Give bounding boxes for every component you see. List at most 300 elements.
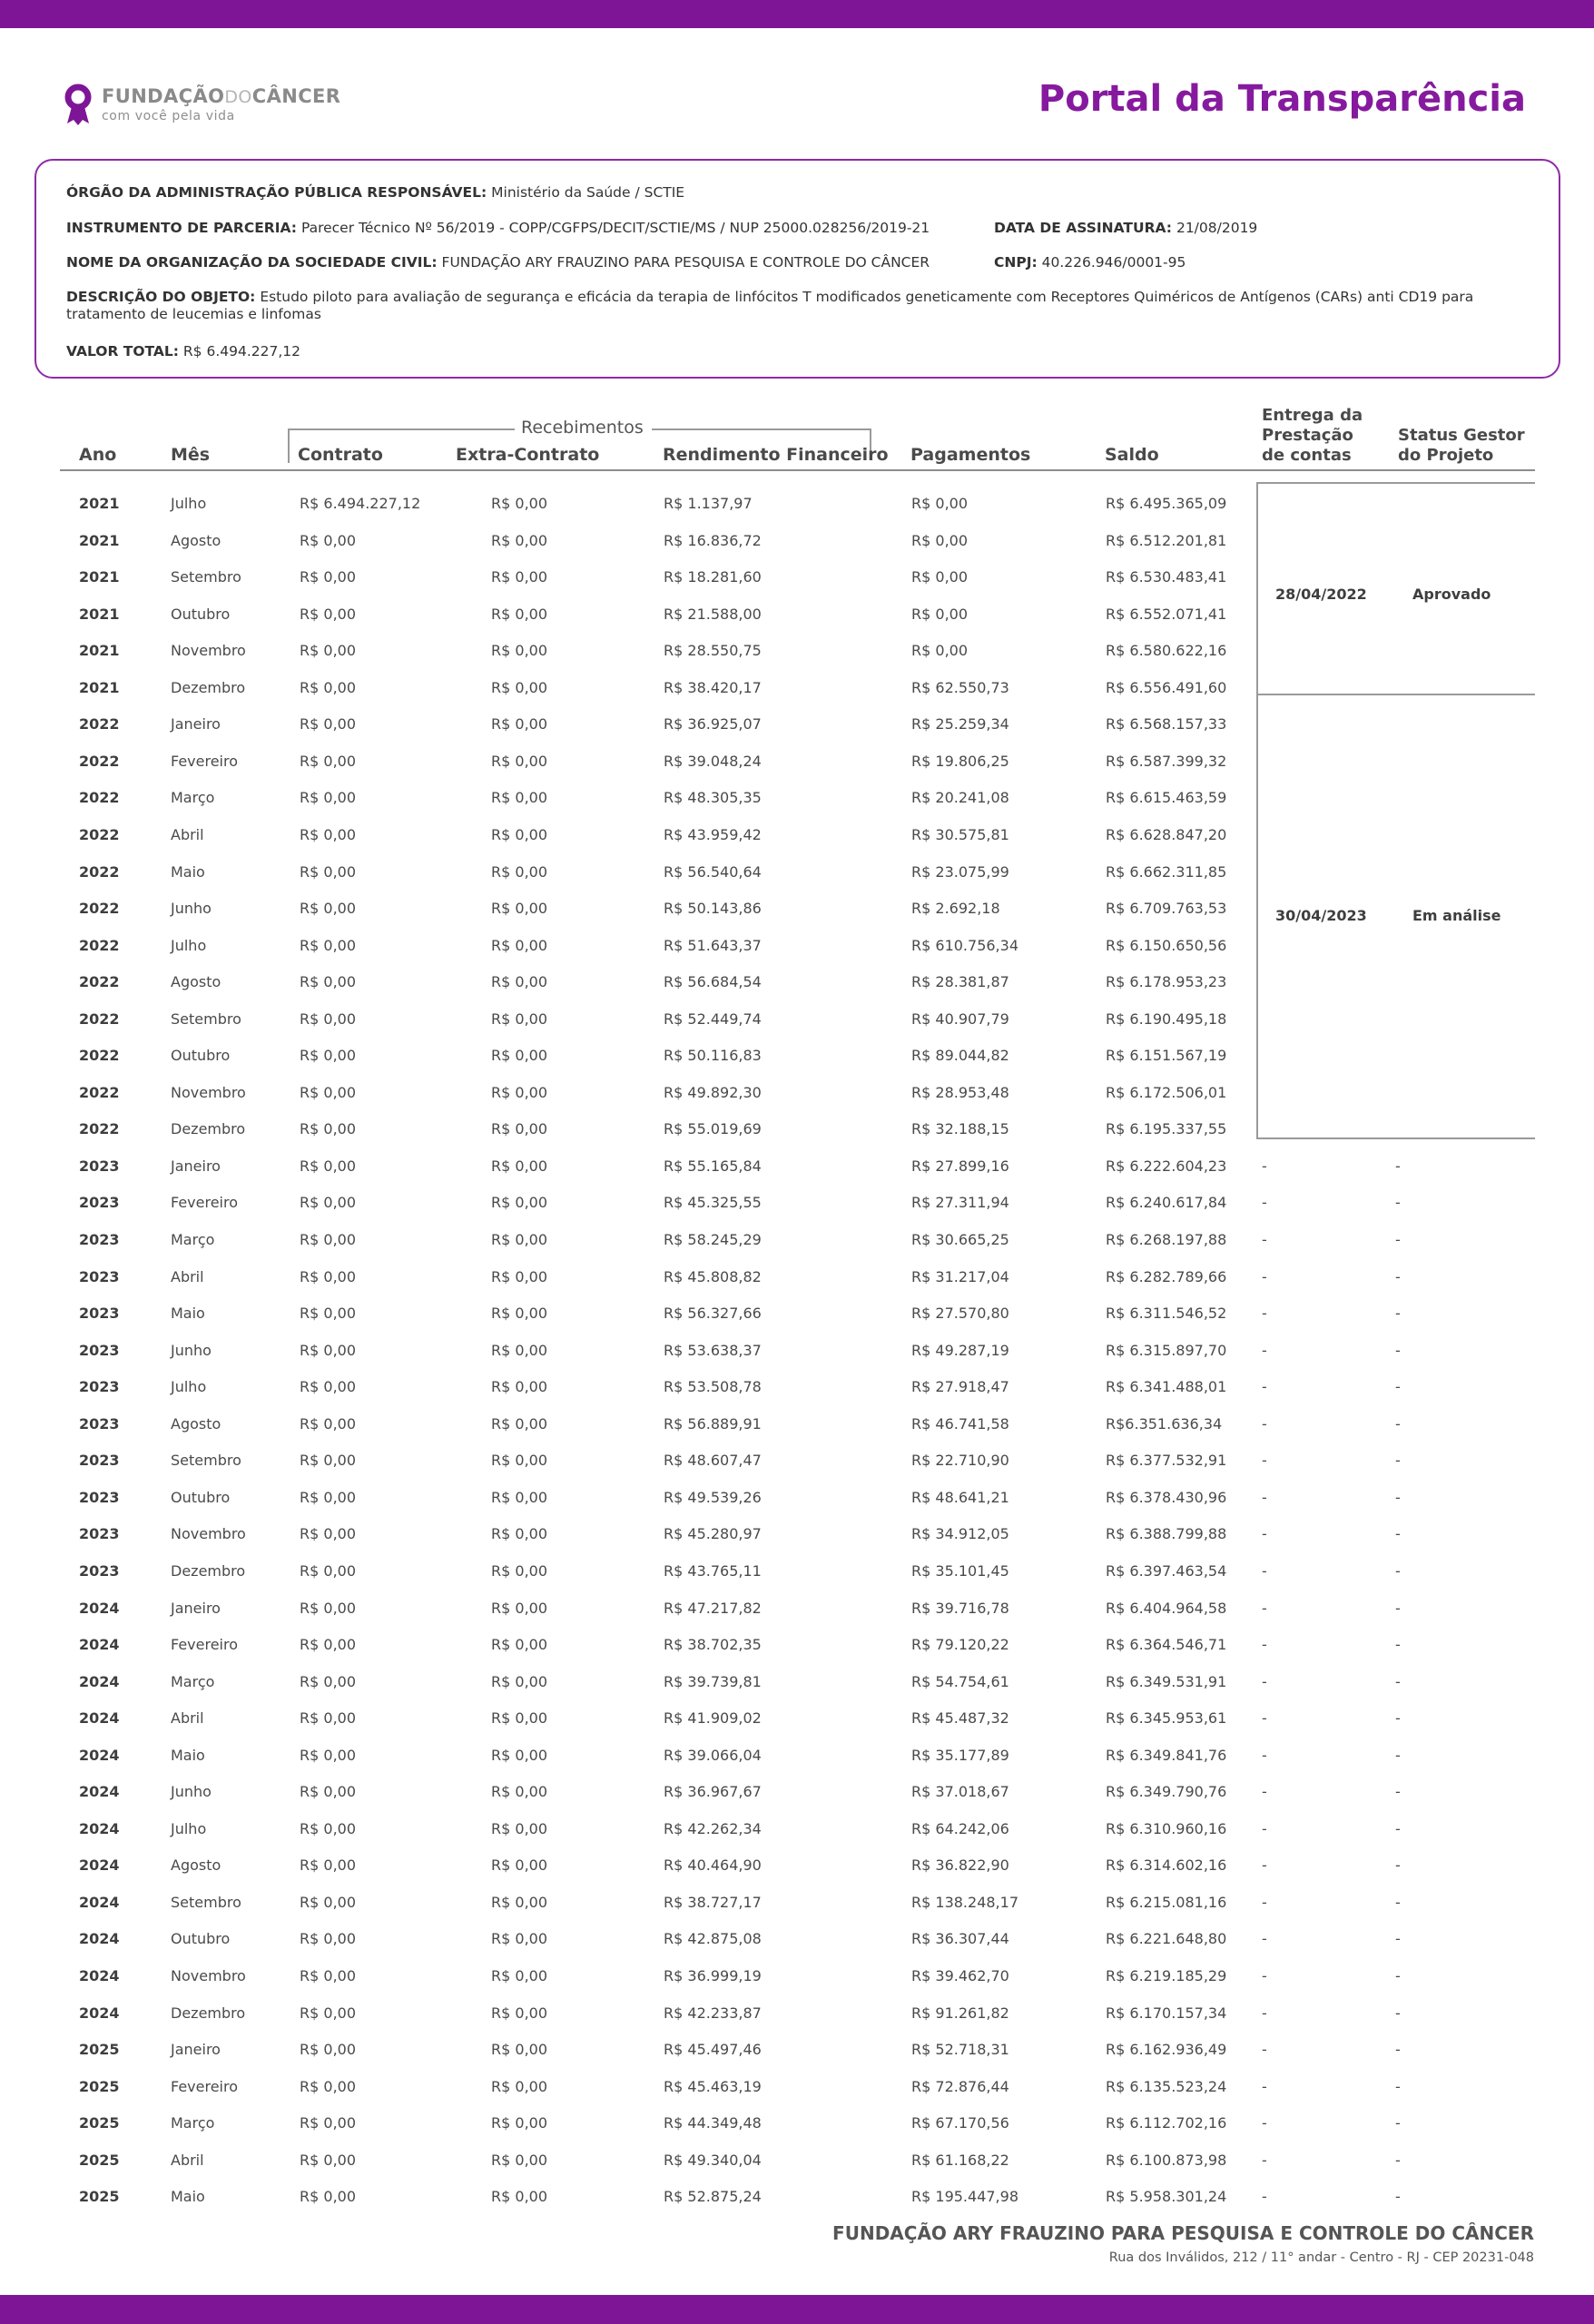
cell-status: - — [1395, 2041, 1401, 2059]
cell-saldo: R$ 6.388.799,88 — [1106, 1525, 1227, 1543]
cell-status: - — [1395, 1856, 1401, 1875]
cell-entrega: - — [1262, 1267, 1267, 1285]
cell-saldo: R$ 6.552.071,41 — [1106, 605, 1227, 623]
table-row — [0, 1967, 1594, 1989]
cell-pagamentos: R$ 20.241,08 — [911, 789, 1009, 807]
cell-extra-contrato: R$ 0,00 — [491, 1930, 548, 1948]
cell-status: - — [1395, 1746, 1401, 1764]
cell-pagamentos: R$ 27.918,47 — [911, 1378, 1009, 1396]
table-row — [0, 606, 1594, 627]
cell-saldo: R$ 6.151.567,19 — [1106, 1047, 1227, 1065]
info-organizacao — [66, 254, 930, 271]
header-extra-contrato: Extra-Contrato — [456, 445, 600, 465]
cell-ano: 2021 — [79, 531, 120, 549]
cell-ano: 2024 — [79, 1709, 120, 1728]
cell-ano: 2022 — [79, 900, 120, 917]
table-row — [0, 715, 1594, 737]
cell-mes: Abril — [171, 1709, 204, 1728]
cell-extra-contrato: R$ 0,00 — [491, 1120, 548, 1138]
cell-contrato: R$ 0,00 — [300, 678, 357, 696]
cell-ano: 2022 — [79, 936, 120, 954]
cell-ano: 2024 — [79, 1746, 120, 1764]
header-pagamentos: Pagamentos — [910, 445, 1031, 465]
cell-extra-contrato: R$ 0,00 — [491, 936, 548, 954]
cell-contrato: R$ 0,00 — [300, 1819, 357, 1837]
cell-entrega: - — [1262, 1746, 1267, 1764]
cell-extra-contrato: R$ 0,00 — [491, 531, 548, 549]
info-organizacao-value: FUNDAÇÃO ARY FRAUZINO PARA PESQUISA E CONTROLE DO CÂNCER — [441, 254, 930, 271]
cell-saldo: R$ 6.709.763,53 — [1106, 900, 1227, 917]
cell-contrato: R$ 0,00 — [300, 789, 357, 807]
table-row — [0, 753, 1594, 774]
cell-mes: Fevereiro — [171, 2077, 239, 2095]
table-row — [0, 2114, 1594, 2136]
cell-mes: Agosto — [171, 531, 221, 549]
cell-ano: 2023 — [79, 1561, 120, 1580]
cell-extra-contrato: R$ 0,00 — [491, 2188, 548, 2206]
cell-status: - — [1395, 1231, 1401, 1248]
table-row — [0, 1120, 1594, 1142]
cell-contrato: R$ 0,00 — [300, 1599, 357, 1617]
table-row — [0, 1084, 1594, 1106]
cell-mes: Setembro — [171, 1009, 241, 1028]
cell-status: - — [1395, 1819, 1401, 1837]
cell-entrega: - — [1262, 1893, 1267, 1911]
cell-contrato: R$ 0,00 — [300, 1672, 357, 1690]
cell-extra-contrato: R$ 0,00 — [491, 1194, 548, 1212]
cell-ano: 2024 — [79, 1636, 120, 1653]
cell-saldo: R$ 6.341.488,01 — [1106, 1378, 1227, 1396]
table-row — [0, 1562, 1594, 1584]
cell-rendimento: R$ 50.143,86 — [664, 900, 762, 917]
cell-contrato: R$ 0,00 — [300, 1525, 357, 1543]
cell-rendimento: R$ 45.808,82 — [664, 1267, 762, 1285]
cell-extra-contrato: R$ 0,00 — [491, 1967, 548, 1984]
cell-extra-contrato: R$ 0,00 — [491, 900, 548, 917]
cell-mes: Outubro — [171, 605, 231, 623]
recebimentos-bracket-left — [288, 428, 515, 430]
cell-extra-contrato: R$ 0,00 — [491, 605, 548, 623]
table-row — [0, 1378, 1594, 1400]
cell-contrato: R$ 0,00 — [300, 1378, 357, 1396]
cell-saldo: R$ 6.397.463,54 — [1106, 1561, 1227, 1580]
cell-mes: Junho — [171, 1341, 212, 1359]
cell-status: - — [1395, 1305, 1401, 1323]
info-instrumento-label: INSTRUMENTO DE PARCERIA: — [66, 220, 297, 236]
cell-saldo: R$ 6.615.463,59 — [1106, 789, 1227, 807]
recebimentos-bracket-right — [652, 428, 871, 430]
cell-extra-contrato: R$ 0,00 — [491, 1783, 548, 1801]
cell-rendimento: R$ 42.875,08 — [664, 1930, 762, 1948]
cell-entrega: - — [1262, 1525, 1267, 1543]
cell-pagamentos: R$ 19.806,25 — [911, 752, 1009, 770]
cell-ano: 2023 — [79, 1525, 120, 1543]
cell-ano: 2021 — [79, 605, 120, 623]
cell-ano: 2021 — [79, 678, 120, 696]
cell-ano: 2023 — [79, 1231, 120, 1248]
table-row — [0, 1636, 1594, 1658]
cell-contrato: R$ 0,00 — [300, 715, 357, 734]
brand-name — [102, 85, 340, 107]
cell-extra-contrato: R$ 0,00 — [491, 642, 548, 660]
table-row — [0, 900, 1594, 921]
cell-pagamentos: R$ 34.912,05 — [911, 1525, 1009, 1543]
cell-extra-contrato: R$ 0,00 — [491, 2151, 548, 2169]
cell-status: - — [1395, 2077, 1401, 2095]
cell-saldo: R$ 6.240.617,84 — [1106, 1194, 1227, 1212]
cell-entrega: - — [1262, 2041, 1267, 2059]
table-row — [0, 1342, 1594, 1364]
cell-extra-contrato: R$ 0,00 — [491, 2114, 548, 2132]
cell-mes: Outubro — [171, 1930, 231, 1948]
cell-rendimento: R$ 52.449,74 — [664, 1009, 762, 1028]
cell-pagamentos: R$ 62.550,73 — [911, 678, 1009, 696]
cell-saldo: R$ 6.568.157,33 — [1106, 715, 1227, 734]
footer-organization: FUNDAÇÃO ARY FRAUZINO PARA PESQUISA E CONTROLE DO CÂNCER — [832, 2222, 1534, 2244]
cell-extra-contrato: R$ 0,00 — [491, 1709, 548, 1728]
cell-saldo: R$ 6.222.604,23 — [1106, 1157, 1227, 1175]
cell-pagamentos: R$ 48.641,21 — [911, 1488, 1009, 1506]
cell-entrega: - — [1262, 1341, 1267, 1359]
cell-saldo: R$ 6.170.157,34 — [1106, 2004, 1227, 2022]
cell-mes: Novembro — [171, 1967, 246, 1984]
cell-contrato: R$ 0,00 — [300, 1746, 357, 1764]
cell-mes: Maio — [171, 1746, 205, 1764]
cell-ano: 2023 — [79, 1341, 120, 1359]
cell-rendimento: R$ 21.588,00 — [664, 605, 762, 623]
cell-ano: 2025 — [79, 2041, 120, 2059]
info-orgao-value: Ministério da Saúde / SCTIE — [491, 184, 685, 201]
cell-mes: Novembro — [171, 1083, 246, 1101]
cell-extra-contrato: R$ 0,00 — [491, 715, 548, 734]
cell-saldo: R$ 6.112.702,16 — [1106, 2114, 1227, 2132]
cell-rendimento: R$ 53.508,78 — [664, 1378, 762, 1396]
status-column-top-line — [1256, 482, 1535, 484]
cell-entrega: - — [1262, 1672, 1267, 1690]
cell-mes: Setembro — [171, 1893, 241, 1911]
cell-ano: 2023 — [79, 1414, 120, 1433]
cell-entrega: - — [1262, 1636, 1267, 1653]
cell-contrato: R$ 0,00 — [300, 1967, 357, 1984]
cell-pagamentos: R$ 91.261,82 — [911, 2004, 1009, 2022]
cell-entrega: - — [1262, 1783, 1267, 1801]
cell-extra-contrato: R$ 0,00 — [491, 789, 548, 807]
cell-extra-contrato: R$ 0,00 — [491, 1157, 548, 1175]
cell-contrato: R$ 0,00 — [300, 1009, 357, 1028]
cell-mes: Março — [171, 1231, 215, 1248]
info-orgao — [66, 184, 684, 202]
cell-pagamentos: R$ 79.120,22 — [911, 1636, 1009, 1653]
cell-entrega: - — [1262, 1414, 1267, 1433]
cell-rendimento: R$ 56.327,66 — [664, 1305, 762, 1323]
cell-ano: 2025 — [79, 2151, 120, 2169]
cell-rendimento: R$ 52.875,24 — [664, 2188, 762, 2206]
cell-saldo: R$ 6.315.897,70 — [1106, 1341, 1227, 1359]
cell-rendimento: R$ 41.909,02 — [664, 1709, 762, 1728]
cell-status: - — [1395, 1525, 1401, 1543]
cell-mes: Novembro — [171, 1525, 246, 1543]
table-row — [0, 532, 1594, 554]
cell-entrega: - — [1262, 1194, 1267, 1212]
table-row — [0, 495, 1594, 517]
cell-status: - — [1395, 1561, 1401, 1580]
header-saldo: Saldo — [1105, 445, 1159, 465]
cell-mes: Março — [171, 1672, 215, 1690]
cell-saldo: R$6.351.636,34 — [1106, 1414, 1223, 1433]
cell-ano: 2024 — [79, 2004, 120, 2022]
cell-rendimento: R$ 49.539,26 — [664, 1488, 762, 1506]
cell-extra-contrato: R$ 0,00 — [491, 1047, 548, 1065]
cell-contrato: R$ 0,00 — [300, 862, 357, 881]
cell-mes: Dezembro — [171, 2004, 246, 2022]
cell-rendimento: R$ 36.999,19 — [664, 1967, 762, 1984]
cell-mes: Dezembro — [171, 1561, 246, 1580]
info-orgao-label: ÓRGÃO DA ADMINISTRAÇÃO PÚBLICA RESPONSÁVEL: — [66, 184, 487, 201]
table-row — [0, 1709, 1594, 1731]
cell-saldo: R$ 6.345.953,61 — [1106, 1709, 1227, 1728]
cell-contrato: R$ 0,00 — [300, 2077, 357, 2095]
cell-saldo: R$ 6.310.960,16 — [1106, 1819, 1227, 1837]
cell-mes: Dezembro — [171, 1120, 246, 1138]
cell-saldo: R$ 6.268.197,88 — [1106, 1231, 1227, 1248]
cell-contrato: R$ 0,00 — [300, 605, 357, 623]
cell-extra-contrato: R$ 0,00 — [491, 1672, 548, 1690]
top-accent-bar — [0, 0, 1594, 28]
cell-ano: 2022 — [79, 973, 120, 991]
info-descricao — [66, 289, 1537, 323]
cell-ano: 2023 — [79, 1452, 120, 1470]
cell-pagamentos: R$ 610.756,34 — [911, 936, 1018, 954]
cell-extra-contrato: R$ 0,00 — [491, 1083, 548, 1101]
cell-extra-contrato: R$ 0,00 — [491, 1636, 548, 1653]
cell-pagamentos: R$ 22.710,90 — [911, 1452, 1009, 1470]
table-row — [0, 1452, 1594, 1473]
cell-pagamentos: R$ 31.217,04 — [911, 1267, 1009, 1285]
cell-contrato: R$ 0,00 — [300, 936, 357, 954]
cell-pagamentos: R$ 35.101,45 — [911, 1561, 1009, 1580]
cell-rendimento: R$ 42.262,34 — [664, 1819, 762, 1837]
cell-saldo: R$ 6.364.546,71 — [1106, 1636, 1227, 1653]
table-row — [0, 1231, 1594, 1253]
table-row — [0, 1673, 1594, 1695]
cell-rendimento: R$ 40.464,90 — [664, 1856, 762, 1875]
header-contrato: Contrato — [298, 445, 383, 465]
cell-saldo: R$ 6.311.546,52 — [1106, 1305, 1227, 1323]
cell-extra-contrato: R$ 0,00 — [491, 1414, 548, 1433]
cell-contrato: R$ 0,00 — [300, 1157, 357, 1175]
cell-rendimento: R$ 45.280,97 — [664, 1525, 762, 1543]
cell-contrato: R$ 0,00 — [300, 1636, 357, 1653]
cell-contrato: R$ 0,00 — [300, 2188, 357, 2206]
cell-rendimento: R$ 44.349,48 — [664, 2114, 762, 2132]
table-row — [0, 1856, 1594, 1878]
cell-saldo: R$ 6.215.081,16 — [1106, 1893, 1227, 1911]
table-row — [0, 1489, 1594, 1511]
cell-mes: Abril — [171, 826, 204, 843]
cell-contrato: R$ 0,00 — [300, 2041, 357, 2059]
cell-saldo: R$ 6.530.483,41 — [1106, 568, 1227, 586]
cell-pagamentos: R$ 37.018,67 — [911, 1783, 1009, 1801]
cell-saldo: R$ 6.219.185,29 — [1106, 1967, 1227, 1984]
cell-extra-contrato: R$ 0,00 — [491, 1341, 548, 1359]
cell-pagamentos: R$ 30.665,25 — [911, 1231, 1009, 1248]
cell-saldo: R$ 6.628.847,20 — [1106, 826, 1227, 843]
cell-extra-contrato: R$ 0,00 — [491, 1009, 548, 1028]
cell-pagamentos: R$ 61.168,22 — [911, 2151, 1009, 2169]
info-descricao-label: DESCRIÇÃO DO OBJETO: — [66, 289, 256, 305]
cell-ano: 2024 — [79, 1819, 120, 1837]
cell-mes: Julho — [171, 936, 207, 954]
cell-rendimento: R$ 43.765,11 — [664, 1561, 762, 1580]
cell-pagamentos: R$ 0,00 — [911, 605, 969, 623]
brand-name-part3: CÂNCER — [251, 85, 341, 107]
cell-rendimento: R$ 53.638,37 — [664, 1341, 762, 1359]
cell-ano: 2022 — [79, 715, 120, 734]
cell-status: - — [1395, 1709, 1401, 1728]
header-rendimento: Rendimento Financeiro — [663, 445, 889, 465]
cell-ano: 2024 — [79, 1930, 120, 1948]
partnership-info-box — [34, 159, 1560, 379]
info-data-label: DATA DE ASSINATURA: — [994, 220, 1173, 236]
group-entrega-2022: 30/04/2023 — [1275, 907, 1367, 924]
cell-contrato: R$ 0,00 — [300, 2114, 357, 2132]
cell-status: - — [1395, 1783, 1401, 1801]
table-row — [0, 1305, 1594, 1326]
cell-status: - — [1395, 2004, 1401, 2022]
cell-status: - — [1395, 2151, 1401, 2169]
cell-extra-contrato: R$ 0,00 — [491, 1231, 548, 1248]
cell-mes: Agosto — [171, 1414, 221, 1433]
page-title: Portal da Transparência — [1038, 78, 1526, 120]
info-descricao-value: Estudo piloto para avaliação de segurança e eficácia da terapia de linfócitos T modificados geneticamente com Receptores Quiméricos de Antígenos (CARs) anti CD19 para tratamento de leucemias e linfomas — [66, 289, 1474, 322]
cell-rendimento: R$ 39.739,81 — [664, 1672, 762, 1690]
table-row — [0, 1783, 1594, 1805]
cell-pagamentos: R$ 89.044,82 — [911, 1047, 1009, 1065]
cell-pagamentos: R$ 27.570,80 — [911, 1305, 1009, 1323]
brand-name-part1: FUNDAÇÃO — [102, 85, 225, 107]
cell-entrega: - — [1262, 1157, 1267, 1175]
cell-ano: 2023 — [79, 1378, 120, 1396]
cell-status: - — [1395, 2188, 1401, 2206]
cell-entrega: - — [1262, 1231, 1267, 1248]
cell-rendimento: R$ 55.165,84 — [664, 1157, 762, 1175]
table-row — [0, 826, 1594, 848]
cell-saldo: R$ 6.587.399,32 — [1106, 752, 1227, 770]
cell-ano: 2024 — [79, 1672, 120, 1690]
cell-pagamentos: R$ 0,00 — [911, 495, 969, 512]
table-row — [0, 1415, 1594, 1437]
cell-rendimento: R$ 48.607,47 — [664, 1452, 762, 1470]
cell-extra-contrato: R$ 0,00 — [491, 2041, 548, 2059]
cell-extra-contrato: R$ 0,00 — [491, 2077, 548, 2095]
info-cnpj-value: 40.226.946/0001-95 — [1041, 254, 1186, 271]
cell-rendimento: R$ 28.550,75 — [664, 642, 762, 660]
cell-rendimento: R$ 55.019,69 — [664, 1120, 762, 1138]
cell-contrato: R$ 0,00 — [300, 1893, 357, 1911]
cell-rendimento: R$ 43.959,42 — [664, 826, 762, 843]
cell-contrato: R$ 0,00 — [300, 568, 357, 586]
cell-contrato: R$ 0,00 — [300, 1488, 357, 1506]
cell-saldo: R$ 6.282.789,66 — [1106, 1267, 1227, 1285]
cell-status: - — [1395, 1452, 1401, 1470]
cell-status: - — [1395, 1488, 1401, 1506]
cell-extra-contrato: R$ 0,00 — [491, 1856, 548, 1875]
cell-pagamentos: R$ 2.692,18 — [911, 900, 1000, 917]
cell-ano: 2023 — [79, 1157, 120, 1175]
cell-saldo: R$ 6.378.430,96 — [1106, 1488, 1227, 1506]
cell-mes: Dezembro — [171, 678, 246, 696]
cell-status: - — [1395, 1672, 1401, 1690]
cell-contrato: R$ 0,00 — [300, 1452, 357, 1470]
cell-extra-contrato: R$ 0,00 — [491, 568, 548, 586]
cell-contrato: R$ 0,00 — [300, 900, 357, 917]
cell-mes: Outubro — [171, 1047, 231, 1065]
header-divider — [60, 469, 1535, 471]
cell-contrato: R$ 0,00 — [300, 1083, 357, 1101]
table-row — [0, 1194, 1594, 1216]
cell-ano: 2023 — [79, 1305, 120, 1323]
cell-ano: 2024 — [79, 1893, 120, 1911]
cell-ano: 2021 — [79, 642, 120, 660]
cell-extra-contrato: R$ 0,00 — [491, 495, 548, 512]
cell-pagamentos: R$ 23.075,99 — [911, 862, 1009, 881]
cell-rendimento: R$ 56.889,91 — [664, 1414, 762, 1433]
cell-status: - — [1395, 1893, 1401, 1911]
cell-mes: Maio — [171, 2188, 205, 2206]
table-row — [0, 2152, 1594, 2173]
cell-extra-contrato: R$ 0,00 — [491, 1452, 548, 1470]
cell-extra-contrato: R$ 0,00 — [491, 1561, 548, 1580]
table-row — [0, 568, 1594, 590]
cell-pagamentos: R$ 54.754,61 — [911, 1672, 1009, 1690]
table-row — [0, 1747, 1594, 1768]
cell-saldo: R$ 6.662.311,85 — [1106, 862, 1227, 881]
cell-pagamentos: R$ 27.311,94 — [911, 1194, 1009, 1212]
cell-ano: 2022 — [79, 862, 120, 881]
table-row — [0, 1525, 1594, 1547]
cell-rendimento: R$ 1.137,97 — [664, 495, 753, 512]
cell-extra-contrato: R$ 0,00 — [491, 1819, 548, 1837]
cell-mes: Março — [171, 789, 215, 807]
cell-rendimento: R$ 38.420,17 — [664, 678, 762, 696]
cell-extra-contrato: R$ 0,00 — [491, 973, 548, 991]
cell-pagamentos: R$ 36.307,44 — [911, 1930, 1009, 1948]
cell-mes: Fevereiro — [171, 1636, 239, 1653]
cell-extra-contrato: R$ 0,00 — [491, 862, 548, 881]
cell-pagamentos: R$ 28.953,48 — [911, 1083, 1009, 1101]
cell-rendimento: R$ 49.340,04 — [664, 2151, 762, 2169]
brand-tagline: com você pela vida — [102, 109, 235, 123]
cell-ano: 2025 — [79, 2114, 120, 2132]
cell-pagamentos: R$ 32.188,15 — [911, 1120, 1009, 1138]
cell-contrato: R$ 0,00 — [300, 1047, 357, 1065]
cell-contrato: R$ 0,00 — [300, 1267, 357, 1285]
cell-ano: 2024 — [79, 1856, 120, 1875]
cell-entrega: - — [1262, 1488, 1267, 1506]
table-row — [0, 1268, 1594, 1290]
recebimentos-bracket-left-tick — [288, 428, 290, 463]
cell-contrato: R$ 0,00 — [300, 1120, 357, 1138]
recebimentos-group-label: Recebimentos — [521, 418, 644, 438]
cell-pagamentos: R$ 25.259,34 — [911, 715, 1009, 734]
cell-ano: 2022 — [79, 826, 120, 843]
cell-mes: Novembro — [171, 642, 246, 660]
bottom-accent-bar — [0, 2295, 1594, 2324]
cell-rendimento: R$ 48.305,35 — [664, 789, 762, 807]
cell-contrato: R$ 0,00 — [300, 752, 357, 770]
cell-mes: Janeiro — [171, 715, 221, 734]
cell-pagamentos: R$ 36.822,90 — [911, 1856, 1009, 1875]
